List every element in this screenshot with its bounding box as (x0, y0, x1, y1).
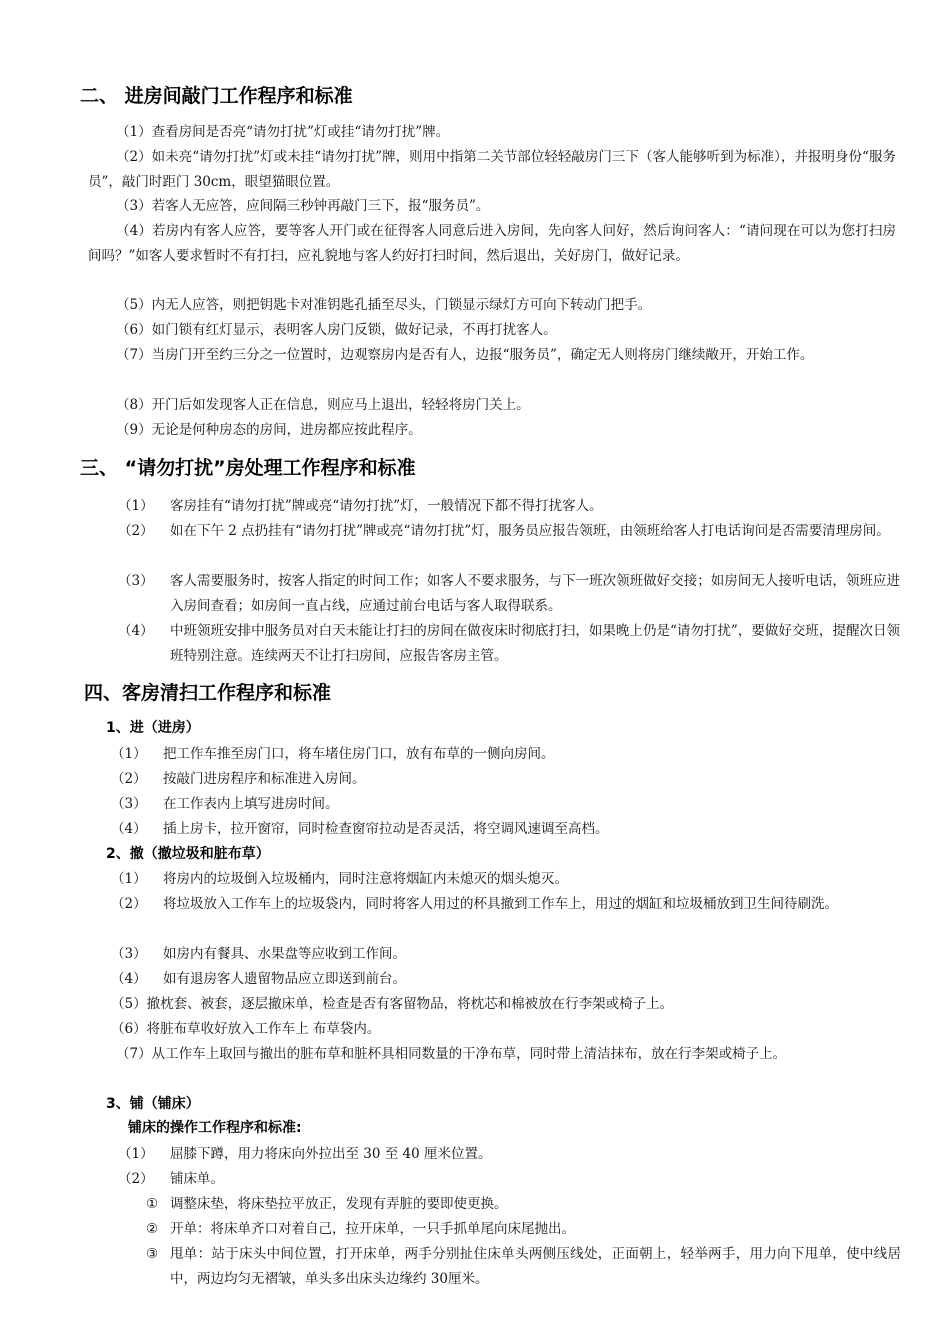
section-heading-cleaning-procedure: 四、客房清扫工作程序和标准 (84, 682, 332, 704)
paragraph: （6）如门锁有红灯显示，表明客人房门反锁，做好记录，不再打扰客人。 (116, 322, 557, 338)
list-item (118, 494, 900, 519)
paragraph: （5）撤枕套、被套，逐层撤床单，检查是否有客留物品，将枕芯和棉被放在行李架或椅子上。 (111, 996, 674, 1012)
subsection-title-remove: 2、撤（撤垃圾和脏布草） (106, 846, 270, 862)
item-text: 客房挂有“请勿打扰”牌或亮“请勿打扰”灯，一般情况下都不得打扰客人。 (170, 498, 603, 514)
list-item (111, 742, 901, 767)
item-text: 铺床单。 (170, 1171, 224, 1187)
step-text: 开单：将床单齐口对着自己，拉开床单，一只手抓单尾向床尾抛出。 (170, 1221, 575, 1237)
subsection-subtitle: 铺床的操作工作程序和标准: (128, 1120, 302, 1136)
section-heading-knock-procedure: 二、 进房间敲门工作程序和标准 (80, 85, 353, 107)
item-number: （3） (118, 573, 154, 589)
item-text: 插上房卡，拉开窗帘，同时检查窗帘拉动是否灵活，将空调风速调至高档。 (163, 821, 609, 837)
paragraph: （8）开门后如发现客人正在信息，则应马上退出，轻轻将房门关上。 (116, 397, 530, 413)
list-item (118, 619, 900, 669)
subsection-title-make-bed: 3、铺（铺床） (106, 1096, 200, 1112)
item-number: （3） (111, 946, 147, 962)
item-number: （1） (111, 871, 147, 887)
item-number: （2） (118, 1171, 154, 1187)
step-number: ① (146, 1196, 159, 1212)
list-item (118, 519, 900, 569)
item-number: （1） (111, 746, 147, 762)
item-number: （3） (111, 796, 147, 812)
list-item (111, 792, 901, 817)
paragraph: （6）将脏布草收好放入工作车上 布草袋内。 (111, 1021, 381, 1037)
item-text: 将房内的垃圾倒入垃圾桶内，同时注意将烟缸内未熄灭的烟头熄灭。 (163, 871, 568, 887)
list-item (111, 942, 901, 967)
item-text: 在工作表内上填写进房时间。 (163, 796, 339, 812)
item-text: 屈膝下蹲，用力将床向外拉出至 30 至 40 厘米位置。 (170, 1146, 492, 1162)
list-item (111, 767, 901, 792)
item-text: 按敲门进房程序和标准进入房间。 (163, 771, 366, 787)
list-item (111, 892, 901, 942)
item-number: （1） (118, 498, 154, 514)
item-text: 将垃圾放入工作车上的垃圾袋内，同时将客人用过的杯具撤到工作车上，用过的烟缸和垃圾桶放到卫生间待刷洗。 (163, 896, 838, 912)
item-text: 客人需要服务时，按客人指定的时间工作；如客人不要求服务，与下一班次领班做好交接；如房间无人接听电话，领班应进入房间查看；如房间一直占线，应通过前台电话与客人取得联系。 (170, 573, 900, 614)
item-number: （4） (111, 971, 147, 987)
item-number: （4） (111, 821, 147, 837)
paragraph: （4）若房内有客人应答，要等客人开门或在征得客人同意后进入房间，先向客人问好，然后询问客人：“请问现在可以为您打扫房间吗？”如客人要求暂时不有打扫，应礼貌地与客人约好打扫时间，然后退出，关好房门，做好记录。 (88, 223, 896, 264)
step-text: 调整床垫，将床垫拉平放正，发现有弄脏的要即使更换。 (170, 1196, 508, 1212)
item-text: 如房内有餐具、水果盘等应收到工作间。 (163, 946, 406, 962)
list-item (111, 817, 901, 842)
item-number: （2） (118, 523, 154, 539)
paragraph: （9）无论是何种房态的房间，进房都应按此程序。 (116, 422, 422, 438)
paragraph: （5）内无人应答，则把钥匙卡对准钥匙孔插至尽头，门锁显示绿灯方可向下转动门把手。 (116, 297, 652, 313)
item-text: 中班领班安排中服务员对白天未能让打扫的房间在做夜床时彻底打扫，如果晚上仍是“请勿打扰”，要做好交班，提醒次日领班特别注意。连续两天不让打扫房间，应报告客房主管。 (170, 623, 900, 664)
step-item (146, 1217, 901, 1242)
paragraph: （3）若客人无应答，应间隔三秒钟再敲门三下，报“服务员”。 (116, 198, 490, 214)
item-number: （4） (118, 623, 154, 639)
list-item (118, 1142, 901, 1167)
step-item (146, 1242, 901, 1292)
step-number: ② (146, 1221, 159, 1237)
list-item (111, 967, 901, 992)
paragraph: （1）查看房间是否亮“请勿打扰”灯或挂“请勿打扰”牌。 (116, 124, 450, 140)
list-item (118, 569, 900, 619)
step-item (146, 1192, 901, 1217)
item-text: 如有退房客人遗留物品应立即送到前台。 (163, 971, 406, 987)
step-text: 甩单：站于床头中间位置，打开床单，两手分别扯住床单头两侧压线处，正面朝上，轻举两手，用力向下甩单，使中线居中，两边均匀无褶皱，单头多出床头边缘约 30厘米。 (170, 1246, 901, 1287)
subsection-title-enter: 1、进（进房） (106, 720, 200, 736)
paragraph: （2）如未亮“请勿打扰”灯或未挂“请勿打扰”牌，则用中指第二关节部位轻轻敲房门三下（客人能够听到为标准），并报明身份“服务员”，敲门时距门 30cm，眼望猫眼位置。 (88, 149, 896, 190)
paragraph: （7）从工作车上取回与撤出的脏布草和脏杯具相同数量的干净布草，同时带上清洁抹布，放在行李架或椅子上。 (116, 1046, 787, 1062)
item-number: （2） (111, 896, 147, 912)
item-number: （1） (118, 1146, 154, 1162)
item-text: 如在下午 2 点扔挂有“请勿打扰”牌或亮“请勿打扰”灯，服务员应报告领班，由领班给客人打电话询问是否需要清理房间。 (170, 523, 890, 539)
list-item (118, 1167, 901, 1192)
section-heading-dnd-procedure: 三、 “请勿打扰”房处理工作程序和标准 (80, 457, 416, 479)
item-text: 把工作车推至房门口，将车堵住房门口，放有布草的一侧向房间。 (163, 746, 555, 762)
list-item (111, 867, 901, 892)
paragraph: （7）当房门开至约三分之一位置时，边观察房内是否有人，边报“服务员”，确定无人则将房门继续敞开，开始工作。 (116, 347, 814, 363)
step-number: ③ (146, 1246, 159, 1262)
item-number: （2） (111, 771, 147, 787)
